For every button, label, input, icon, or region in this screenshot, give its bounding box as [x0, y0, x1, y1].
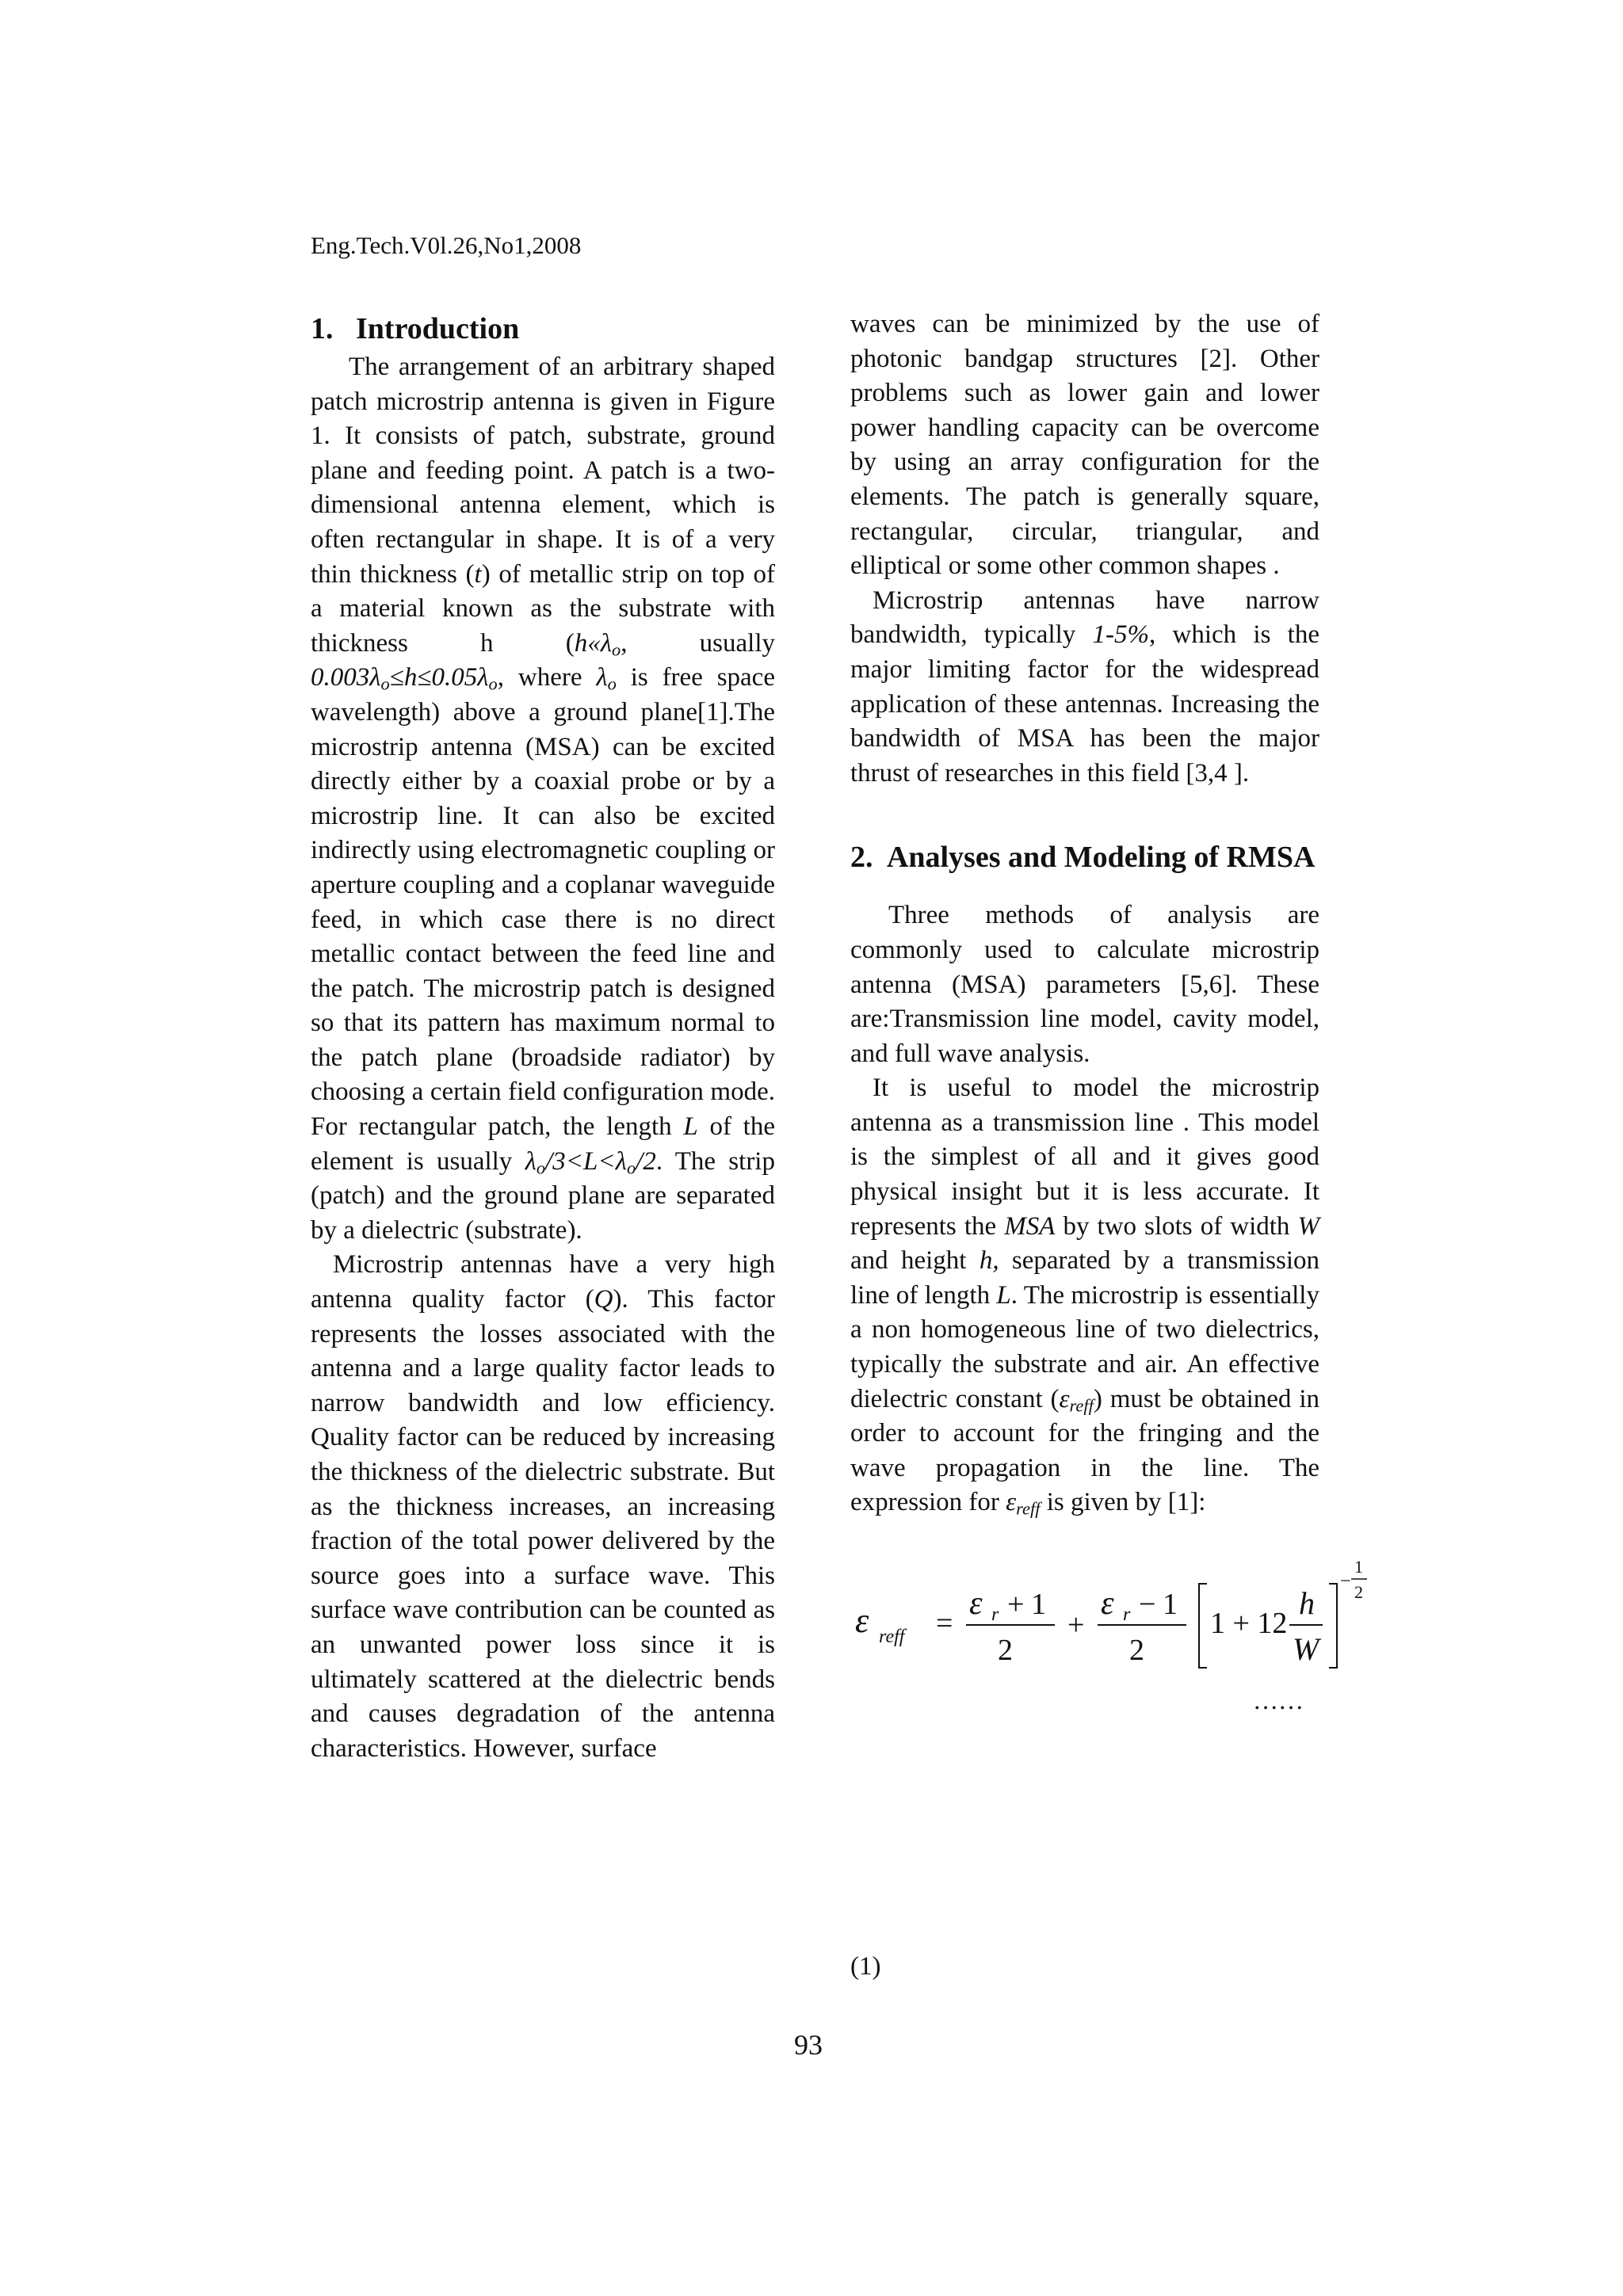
left-column [311, 307, 775, 1766]
eq-one-plus-twelve: 1 + 12 [1210, 1607, 1288, 1640]
equation-number: (1) [850, 1952, 881, 1981]
eq-f2-sub-r: r [1123, 1604, 1131, 1625]
eq-f1-epsilon: ε [969, 1585, 983, 1622]
eq-trailing-dots: …… [1253, 1686, 1304, 1714]
right-column [850, 307, 1363, 1730]
eq-equals: = [936, 1607, 953, 1640]
section-1-heading [311, 307, 775, 350]
eq-epsilon-lhs: ε [855, 1601, 869, 1640]
intro-paragraph-4: Microstrip antennas have narrow bandwidth, typically 1-5%, which is the major limiting factor for the widespread application of these antennas. Increasing the bandwidth of MSA has been the major thrust of researches in this field [3,4 ]. [850, 585, 1319, 788]
eq-f2-epsilon: ε [1101, 1585, 1114, 1622]
eq-f1-one: 1 [1031, 1588, 1046, 1621]
eq-f2-one: 1 [1163, 1588, 1178, 1621]
analysis-paragraph-1: Three methods of analysis are commonly used to calculate microstrip antenna (MSA) parameters [5,6]. These are:Transmission line model, cavity model, and full wave analysis. [850, 901, 1319, 1068]
page-number: 93 [794, 2029, 823, 2061]
eq-f2-two: 2 [1129, 1634, 1144, 1667]
eq-exp-minus: − [1340, 1571, 1351, 1592]
section-1-number: 1. [311, 312, 334, 345]
section-2-heading [850, 829, 1319, 886]
eq-plus: + [1067, 1608, 1085, 1642]
eq-f2-minus: − [1139, 1588, 1156, 1621]
eq-exp-numerator: 1 [1354, 1557, 1363, 1577]
eq-right-bracket [1329, 1584, 1337, 1668]
intro-paragraph-3: waves can be minimized by the use of photonic bandgap structures [2]. Other problems such as lower gain and lower power handling capacity can be overcome by using an array configuration for the elements. The patch is generally square, rectangular, circular, triangular, and elliptical or some other common shapes . [850, 310, 1319, 581]
analysis-paragraph-2: It is useful to model the microstrip antenna as a transmission line . This model is the simplest of all and it gives good physical insight but it is less accurate. It represents the MSA by two slots of width W and height h, separated by a transmission line of length L. The microstrip is essentially a non homogeneous line of two dielectrics, typically the substrate and air. An effective dielectric constant $(\varepsilon_{reff})$ must be obtained in order to account for the fringing and the wave propagation in the line. The expression for $\varepsilon_{reff}$ is given by [1]: [850, 1074, 1319, 1520]
eq-h: h [1299, 1585, 1315, 1621]
intro-paragraph-2: Microstrip antennas have a very high antenna quality factor (Q). This factor represents the losses associated with the antenna and a large quality factor leads to narrow bandwidth and low efficiency. Quality factor can be reduced by increasing the thickness of the dielectric substrate. But as the thickness increases, an increasing fraction of the total power delivered by the source goes into a surface wave. This surface wave contribution can be counted as an unwanted power loss since it is ultimately scattered at the dielectric bends and causes degradation of the antenna characteristics. However, surface [311, 1250, 775, 1763]
eq-f1-two: 2 [998, 1634, 1013, 1667]
equation-1 [850, 1531, 1363, 1730]
equation-1-svg [850, 1531, 1405, 1730]
running-head: Eng.Tech.V0l.26,No1,2008 [311, 231, 582, 259]
section-2-number: 2. [850, 841, 873, 875]
eq-W: W [1293, 1631, 1319, 1667]
intro-paragraph-1: The arrangement of an arbitrary shaped patch microstrip antenna is given in Figure 1. It consists of patch, substrate, ground plane and feeding point. A patch is a two-dimensional antenna element, which is often rectangular in shape. It is of a very thin thickness (t) of metallic strip on top of a material known as the substrate with thickness h ($h«\lambda_o$, usually $0.003\lambda_o\le h\le 0.05\lambda_o$, where $\lambda_o$ is free space wavelength) above a ground plane[1].The microstrip antenna (MSA) can be excited directly either by a coaxial probe or by a microstrip line. It can also be excited indirectly using electromagnetic coupling or aperture coupling and a coplanar waveguide feed, in which case there is no direct metallic contact between the feed line and the patch. The microstrip patch is designed so that its pattern has maximum normal to the patch plane (broadside radiator) by choosing a certain field configuration mode. For rectangular patch, the length L of the element is usually $\lambda_o/3<L<\lambda_o/2$. The strip (patch) and the ground plane are separated by a dielectric (substrate). [311, 353, 775, 1245]
eq-sub-reff: reff [879, 1627, 905, 1647]
eq-left-bracket [1199, 1584, 1207, 1668]
section-1-title: Introduction [356, 312, 520, 345]
eq-exp-denominator: 2 [1354, 1582, 1363, 1602]
section-2-title: Analyses and Modeling of RMSA [886, 841, 1316, 875]
eq-f1-sub-r: r [991, 1604, 999, 1625]
eq-f1-plus: + [1007, 1588, 1025, 1621]
